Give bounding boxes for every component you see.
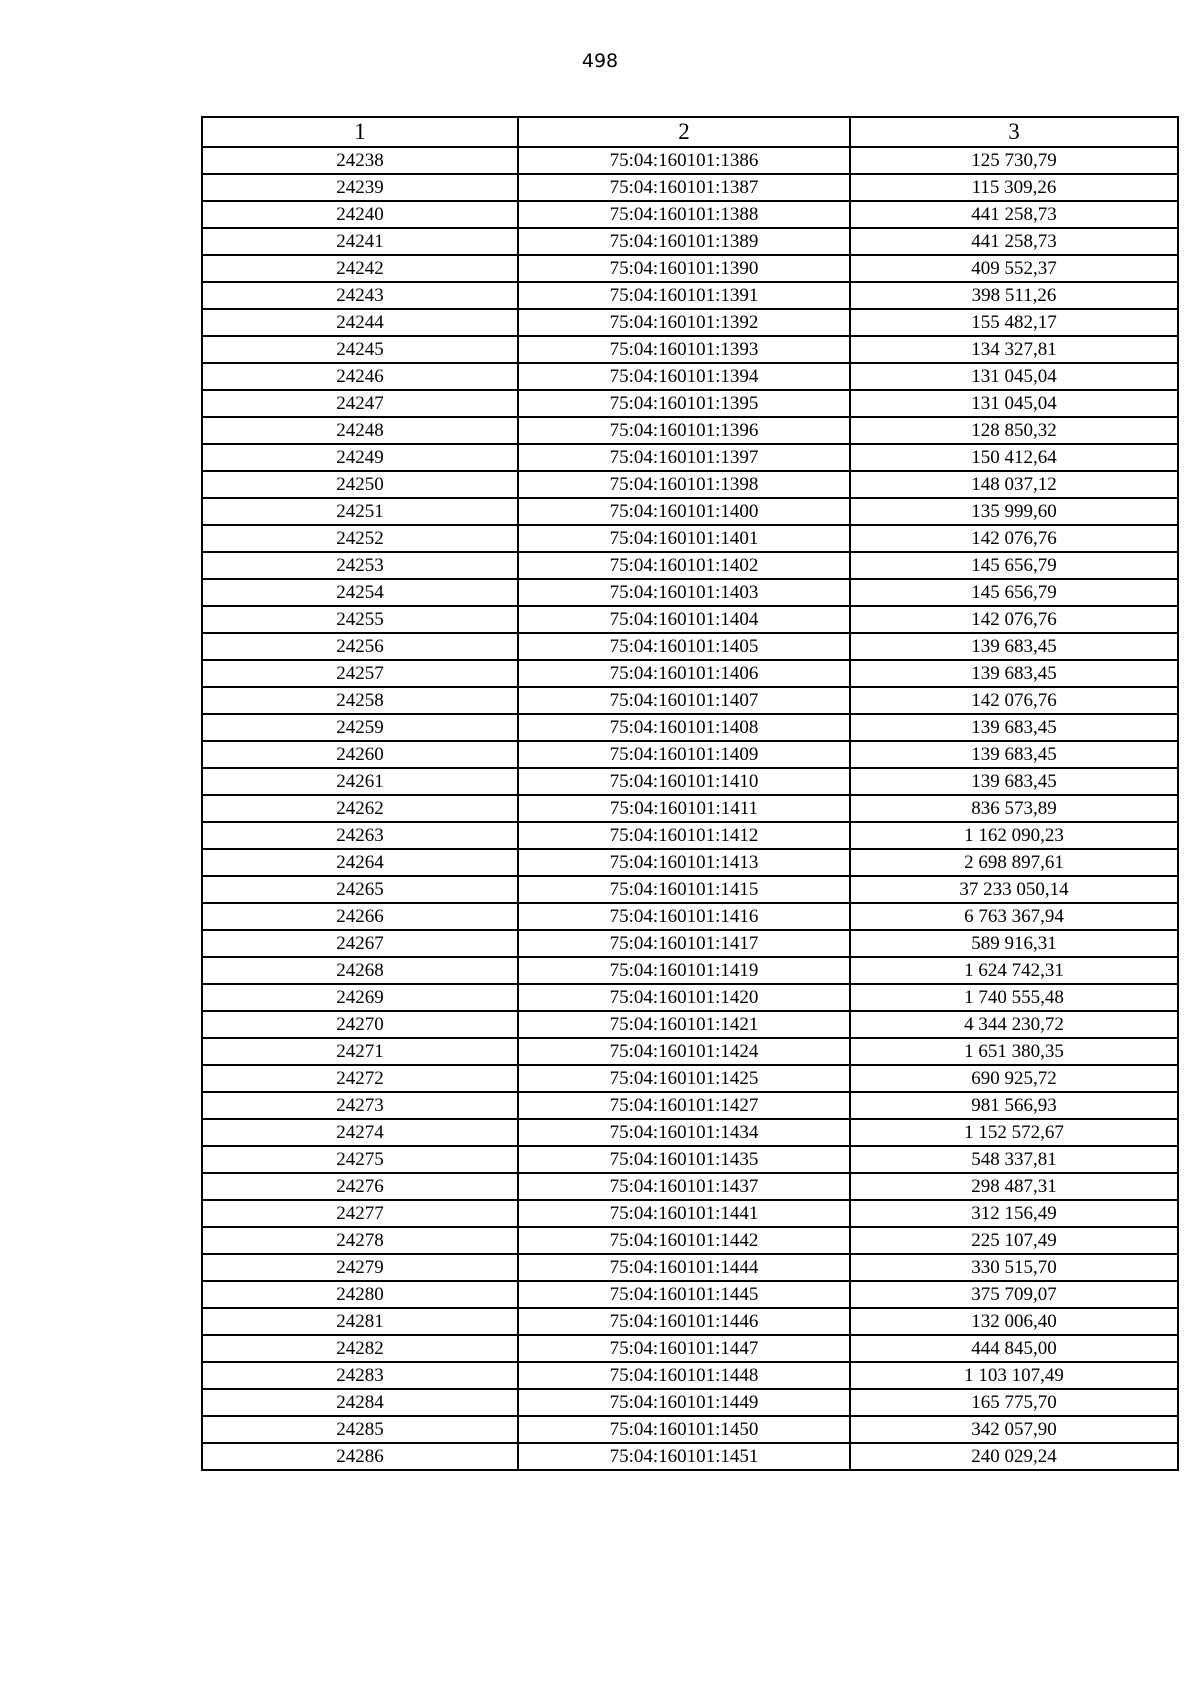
cadastral-number-cell: 75:04:160101:1392 [518, 309, 850, 336]
row-number-cell: 24267 [202, 930, 518, 957]
page-number: 498 [581, 50, 619, 72]
value-cell: 145 656,79 [850, 552, 1178, 579]
cadastral-number-cell: 75:04:160101:1388 [518, 201, 850, 228]
data-table [201, 116, 1179, 1471]
table-row [202, 606, 1178, 633]
cadastral-number-cell: 75:04:160101:1390 [518, 255, 850, 282]
cadastral-number-cell: 75:04:160101:1435 [518, 1146, 850, 1173]
value-cell: 342 057,90 [850, 1416, 1178, 1443]
value-cell: 139 683,45 [850, 714, 1178, 741]
row-number-cell: 24276 [202, 1173, 518, 1200]
table-row [202, 741, 1178, 768]
table-row [202, 417, 1178, 444]
row-number-cell: 24286 [202, 1443, 518, 1470]
row-number-cell: 24271 [202, 1038, 518, 1065]
cadastral-number-cell: 75:04:160101:1389 [518, 228, 850, 255]
cadastral-number-cell: 75:04:160101:1410 [518, 768, 850, 795]
cadastral-number-cell: 75:04:160101:1416 [518, 903, 850, 930]
table-row [202, 255, 1178, 282]
row-number-cell: 24278 [202, 1227, 518, 1254]
row-number-cell: 24258 [202, 687, 518, 714]
table-row [202, 930, 1178, 957]
row-number-cell: 24272 [202, 1065, 518, 1092]
value-cell: 145 656,79 [850, 579, 1178, 606]
value-cell: 125 730,79 [850, 147, 1178, 174]
cadastral-number-cell: 75:04:160101:1415 [518, 876, 850, 903]
value-cell: 1 624 742,31 [850, 957, 1178, 984]
row-number-cell: 24261 [202, 768, 518, 795]
row-number-cell: 24269 [202, 984, 518, 1011]
value-cell: 441 258,73 [850, 228, 1178, 255]
cadastral-number-cell: 75:04:160101:1408 [518, 714, 850, 741]
table-row [202, 984, 1178, 1011]
cadastral-number-cell: 75:04:160101:1445 [518, 1281, 850, 1308]
table-row [202, 1038, 1178, 1065]
value-cell: 150 412,64 [850, 444, 1178, 471]
value-cell: 444 845,00 [850, 1335, 1178, 1362]
cadastral-number-cell: 75:04:160101:1401 [518, 525, 850, 552]
row-number-cell: 24263 [202, 822, 518, 849]
cadastral-number-cell: 75:04:160101:1427 [518, 1092, 850, 1119]
value-cell: 836 573,89 [850, 795, 1178, 822]
row-number-cell: 24281 [202, 1308, 518, 1335]
cadastral-number-cell: 75:04:160101:1425 [518, 1065, 850, 1092]
row-number-cell: 24242 [202, 255, 518, 282]
value-cell: 4 344 230,72 [850, 1011, 1178, 1038]
table-row [202, 660, 1178, 687]
table-row [202, 1389, 1178, 1416]
value-cell: 298 487,31 [850, 1173, 1178, 1200]
cadastral-number-cell: 75:04:160101:1402 [518, 552, 850, 579]
row-number-cell: 24238 [202, 147, 518, 174]
row-number-cell: 24268 [202, 957, 518, 984]
row-number-cell: 24275 [202, 1146, 518, 1173]
row-number-cell: 24253 [202, 552, 518, 579]
value-cell: 690 925,72 [850, 1065, 1178, 1092]
value-cell: 398 511,26 [850, 282, 1178, 309]
value-cell: 1 651 380,35 [850, 1038, 1178, 1065]
value-cell: 139 683,45 [850, 633, 1178, 660]
row-number-cell: 24246 [202, 363, 518, 390]
table-row [202, 903, 1178, 930]
column-header-2: 2 [518, 117, 850, 147]
table-row [202, 1092, 1178, 1119]
table-row [202, 282, 1178, 309]
value-cell: 148 037,12 [850, 471, 1178, 498]
value-cell: 225 107,49 [850, 1227, 1178, 1254]
row-number-cell: 24244 [202, 309, 518, 336]
value-cell: 155 482,17 [850, 309, 1178, 336]
value-cell: 132 006,40 [850, 1308, 1178, 1335]
row-number-cell: 24243 [202, 282, 518, 309]
row-number-cell: 24257 [202, 660, 518, 687]
cadastral-number-cell: 75:04:160101:1412 [518, 822, 850, 849]
row-number-cell: 24277 [202, 1200, 518, 1227]
value-cell: 330 515,70 [850, 1254, 1178, 1281]
value-cell: 142 076,76 [850, 525, 1178, 552]
row-number-cell: 24247 [202, 390, 518, 417]
cadastral-number-cell: 75:04:160101:1447 [518, 1335, 850, 1362]
value-cell: 131 045,04 [850, 390, 1178, 417]
cadastral-number-cell: 75:04:160101:1421 [518, 1011, 850, 1038]
cadastral-number-cell: 75:04:160101:1420 [518, 984, 850, 1011]
row-number-cell: 24262 [202, 795, 518, 822]
row-number-cell: 24260 [202, 741, 518, 768]
cadastral-number-cell: 75:04:160101:1386 [518, 147, 850, 174]
value-cell: 165 775,70 [850, 1389, 1178, 1416]
value-cell: 312 156,49 [850, 1200, 1178, 1227]
table-row [202, 768, 1178, 795]
table-row [202, 714, 1178, 741]
row-number-cell: 24265 [202, 876, 518, 903]
row-number-cell: 24284 [202, 1389, 518, 1416]
table-row [202, 525, 1178, 552]
table-row [202, 444, 1178, 471]
cadastral-number-cell: 75:04:160101:1449 [518, 1389, 850, 1416]
table-row [202, 552, 1178, 579]
cadastral-number-cell: 75:04:160101:1441 [518, 1200, 850, 1227]
value-cell: 6 763 367,94 [850, 903, 1178, 930]
table-row [202, 1065, 1178, 1092]
row-number-cell: 24249 [202, 444, 518, 471]
table-row [202, 498, 1178, 525]
cadastral-number-cell: 75:04:160101:1397 [518, 444, 850, 471]
cadastral-number-cell: 75:04:160101:1424 [518, 1038, 850, 1065]
cadastral-number-cell: 75:04:160101:1409 [518, 741, 850, 768]
value-cell: 240 029,24 [850, 1443, 1178, 1470]
row-number-cell: 24282 [202, 1335, 518, 1362]
table-row [202, 1146, 1178, 1173]
table-row [202, 1362, 1178, 1389]
column-header-3: 3 [850, 117, 1178, 147]
value-cell: 135 999,60 [850, 498, 1178, 525]
value-cell: 981 566,93 [850, 1092, 1178, 1119]
table-body [202, 147, 1178, 1470]
cadastral-number-cell: 75:04:160101:1405 [518, 633, 850, 660]
table-row [202, 336, 1178, 363]
cadastral-number-cell: 75:04:160101:1448 [518, 1362, 850, 1389]
cadastral-number-cell: 75:04:160101:1413 [518, 849, 850, 876]
row-number-cell: 24285 [202, 1416, 518, 1443]
row-number-cell: 24279 [202, 1254, 518, 1281]
value-cell: 589 916,31 [850, 930, 1178, 957]
table-row [202, 228, 1178, 255]
row-number-cell: 24266 [202, 903, 518, 930]
table-row [202, 1281, 1178, 1308]
cadastral-number-cell: 75:04:160101:1444 [518, 1254, 850, 1281]
row-number-cell: 24241 [202, 228, 518, 255]
value-cell: 131 045,04 [850, 363, 1178, 390]
table-row [202, 174, 1178, 201]
header-row [202, 117, 1178, 147]
table-row [202, 1416, 1178, 1443]
row-number-cell: 24256 [202, 633, 518, 660]
row-number-cell: 24251 [202, 498, 518, 525]
table-row [202, 795, 1178, 822]
row-number-cell: 24255 [202, 606, 518, 633]
cadastral-number-cell: 75:04:160101:1400 [518, 498, 850, 525]
cadastral-number-cell: 75:04:160101:1451 [518, 1443, 850, 1470]
cadastral-number-cell: 75:04:160101:1403 [518, 579, 850, 606]
cadastral-number-cell: 75:04:160101:1411 [518, 795, 850, 822]
table-row [202, 822, 1178, 849]
table-row [202, 309, 1178, 336]
row-number-cell: 24248 [202, 417, 518, 444]
cadastral-number-cell: 75:04:160101:1437 [518, 1173, 850, 1200]
value-cell: 115 309,26 [850, 174, 1178, 201]
table-row [202, 1173, 1178, 1200]
table-row [202, 1200, 1178, 1227]
value-cell: 134 327,81 [850, 336, 1178, 363]
cadastral-number-cell: 75:04:160101:1406 [518, 660, 850, 687]
value-cell: 128 850,32 [850, 417, 1178, 444]
cadastral-number-cell: 75:04:160101:1396 [518, 417, 850, 444]
table-row [202, 849, 1178, 876]
value-cell: 1 162 090,23 [850, 822, 1178, 849]
value-cell: 1 103 107,49 [850, 1362, 1178, 1389]
cadastral-number-cell: 75:04:160101:1407 [518, 687, 850, 714]
value-cell: 142 076,76 [850, 687, 1178, 714]
cadastral-number-cell: 75:04:160101:1434 [518, 1119, 850, 1146]
value-cell: 409 552,37 [850, 255, 1178, 282]
table-row [202, 1335, 1178, 1362]
row-number-cell: 24283 [202, 1362, 518, 1389]
row-number-cell: 24270 [202, 1011, 518, 1038]
table-row [202, 579, 1178, 606]
value-cell: 1 740 555,48 [850, 984, 1178, 1011]
value-cell: 139 683,45 [850, 741, 1178, 768]
row-number-cell: 24250 [202, 471, 518, 498]
cadastral-number-cell: 75:04:160101:1394 [518, 363, 850, 390]
value-cell: 139 683,45 [850, 660, 1178, 687]
table-row [202, 1227, 1178, 1254]
column-header-1: 1 [202, 117, 518, 147]
table-row [202, 201, 1178, 228]
table-row [202, 1443, 1178, 1470]
table-row [202, 687, 1178, 714]
value-cell: 441 258,73 [850, 201, 1178, 228]
cadastral-number-cell: 75:04:160101:1419 [518, 957, 850, 984]
value-cell: 37 233 050,14 [850, 876, 1178, 903]
table-row [202, 1308, 1178, 1335]
row-number-cell: 24280 [202, 1281, 518, 1308]
cadastral-number-cell: 75:04:160101:1417 [518, 930, 850, 957]
value-cell: 548 337,81 [850, 1146, 1178, 1173]
cadastral-number-cell: 75:04:160101:1450 [518, 1416, 850, 1443]
table-row [202, 1254, 1178, 1281]
cadastral-number-cell: 75:04:160101:1391 [518, 282, 850, 309]
table-row [202, 876, 1178, 903]
table-row [202, 1011, 1178, 1038]
cadastral-number-cell: 75:04:160101:1398 [518, 471, 850, 498]
value-cell: 375 709,07 [850, 1281, 1178, 1308]
table-row [202, 471, 1178, 498]
value-cell: 1 152 572,67 [850, 1119, 1178, 1146]
cadastral-number-cell: 75:04:160101:1442 [518, 1227, 850, 1254]
table-row [202, 147, 1178, 174]
row-number-cell: 24273 [202, 1092, 518, 1119]
row-number-cell: 24252 [202, 525, 518, 552]
cadastral-number-cell: 75:04:160101:1387 [518, 174, 850, 201]
cadastral-number-cell: 75:04:160101:1404 [518, 606, 850, 633]
cadastral-number-cell: 75:04:160101:1395 [518, 390, 850, 417]
row-number-cell: 24245 [202, 336, 518, 363]
table-row [202, 957, 1178, 984]
row-number-cell: 24254 [202, 579, 518, 606]
table-row [202, 363, 1178, 390]
row-number-cell: 24274 [202, 1119, 518, 1146]
table-row [202, 390, 1178, 417]
cadastral-number-cell: 75:04:160101:1393 [518, 336, 850, 363]
value-cell: 142 076,76 [850, 606, 1178, 633]
table-header [202, 117, 1178, 147]
row-number-cell: 24264 [202, 849, 518, 876]
value-cell: 2 698 897,61 [850, 849, 1178, 876]
table-row [202, 633, 1178, 660]
cadastral-number-cell: 75:04:160101:1446 [518, 1308, 850, 1335]
value-cell: 139 683,45 [850, 768, 1178, 795]
row-number-cell: 24240 [202, 201, 518, 228]
row-number-cell: 24239 [202, 174, 518, 201]
row-number-cell: 24259 [202, 714, 518, 741]
table-row [202, 1119, 1178, 1146]
